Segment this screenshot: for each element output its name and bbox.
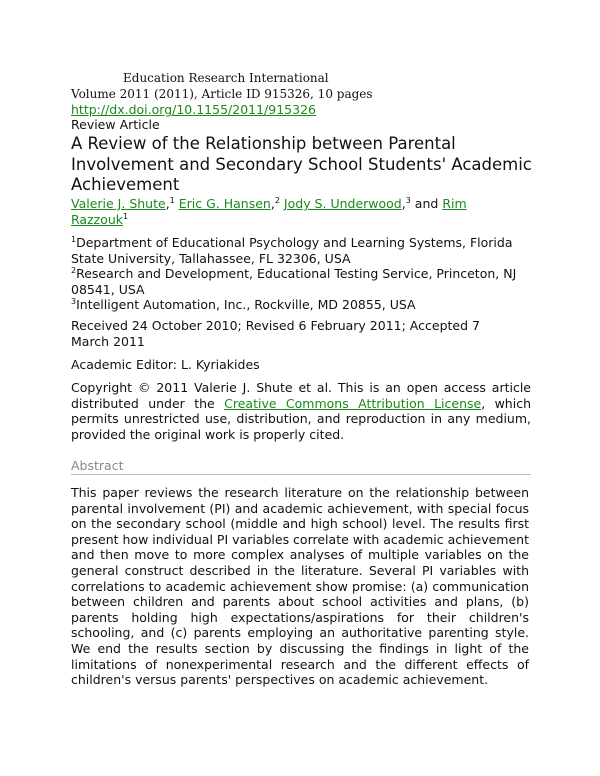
author-separator: , xyxy=(165,196,170,211)
affiliation-text: Research and Development, Educational Testing Service, Princeton, NJ 08541, USA xyxy=(71,266,517,297)
author-link-razzouk[interactable]: Rim Razzouk xyxy=(71,196,467,227)
license-link[interactable]: Creative Commons Attribution License xyxy=(224,395,482,411)
affiliation-text: Intelligent Automation, Inc., Rockville, MD 20855, USA xyxy=(76,297,416,312)
author-separator: , xyxy=(401,196,406,211)
author-list xyxy=(71,196,491,228)
author-separator: , xyxy=(270,196,275,211)
abstract-divider xyxy=(71,474,531,475)
affiliation-marker: 1 xyxy=(71,234,77,244)
affiliation-marker: 3 xyxy=(71,296,77,306)
doi-link[interactable]: http://dx.doi.org/10.1155/2011/915326 xyxy=(71,102,316,117)
copyright-text: , which permits unrestricted use, distribution, and reproduction in any medium, provided the original work is properly cited. xyxy=(71,395,531,442)
author-affiliation-marker: 1 xyxy=(169,195,175,205)
volume-info: Volume 2011 (2011), Article ID 915326, 10 pages xyxy=(71,87,373,101)
abstract-heading: Abstract xyxy=(71,458,124,473)
author-affiliation-marker: 2 xyxy=(274,195,280,205)
author-affiliation-marker: 3 xyxy=(405,195,411,205)
journal-name: Education Research International xyxy=(123,71,329,85)
academic-editor: Academic Editor: L. Kyriakides xyxy=(71,357,260,372)
author-affiliation-marker: 1 xyxy=(123,211,129,221)
author-link-hansen[interactable]: Eric G. Hansen xyxy=(178,196,271,211)
copyright-notice xyxy=(71,380,531,442)
affiliation-item xyxy=(71,297,531,313)
author-conjunction: and xyxy=(414,196,439,211)
author-link-shute[interactable]: Valerie J. Shute xyxy=(71,196,166,211)
affiliations xyxy=(71,235,531,313)
copyright-text: Copyright © 2011 Valerie J. Shute et al. This is an open access article distributed under the xyxy=(71,380,531,411)
affiliation-item xyxy=(71,235,531,266)
article-title: A Review of the Relationship between Parental Involvement and Secondary School Students' Academic Achievement xyxy=(71,134,532,194)
received-dates: Received 24 October 2010; Revised 6 February 2011; Accepted 7 March 2011 xyxy=(71,318,480,349)
author-link-underwood[interactable]: Jody S. Underwood xyxy=(283,196,402,211)
article-type: Review Article xyxy=(71,117,160,132)
affiliation-item xyxy=(71,266,531,297)
affiliation-text: Department of Educational Psychology and Learning Systems, Florida State University, Tallahassee, FL 32306, USA xyxy=(71,235,513,266)
affiliation-marker: 2 xyxy=(71,265,77,275)
abstract-text: This paper reviews the research literature on the relationship between parental involvement (PI) and academic achievement, with special focus on the secondary school (middle and high school) level. The results first present how individual PI variables correlate with academic achievement and then move to more complex analyses of multiple variables on the general construct described in the literature. Several PI variables with correlations to academic achievement show promise: (a) communication between children and parents about school activities and plans, (b) parents holding high expectations/aspirations for their children's schooling, and (c) parents employing an authoritative parenting style. We end the results section by discussing the findings in light of the limitations of nonexperimental research and the different effects of children's versus parents' perspectives on academic achievement. xyxy=(71,485,529,688)
